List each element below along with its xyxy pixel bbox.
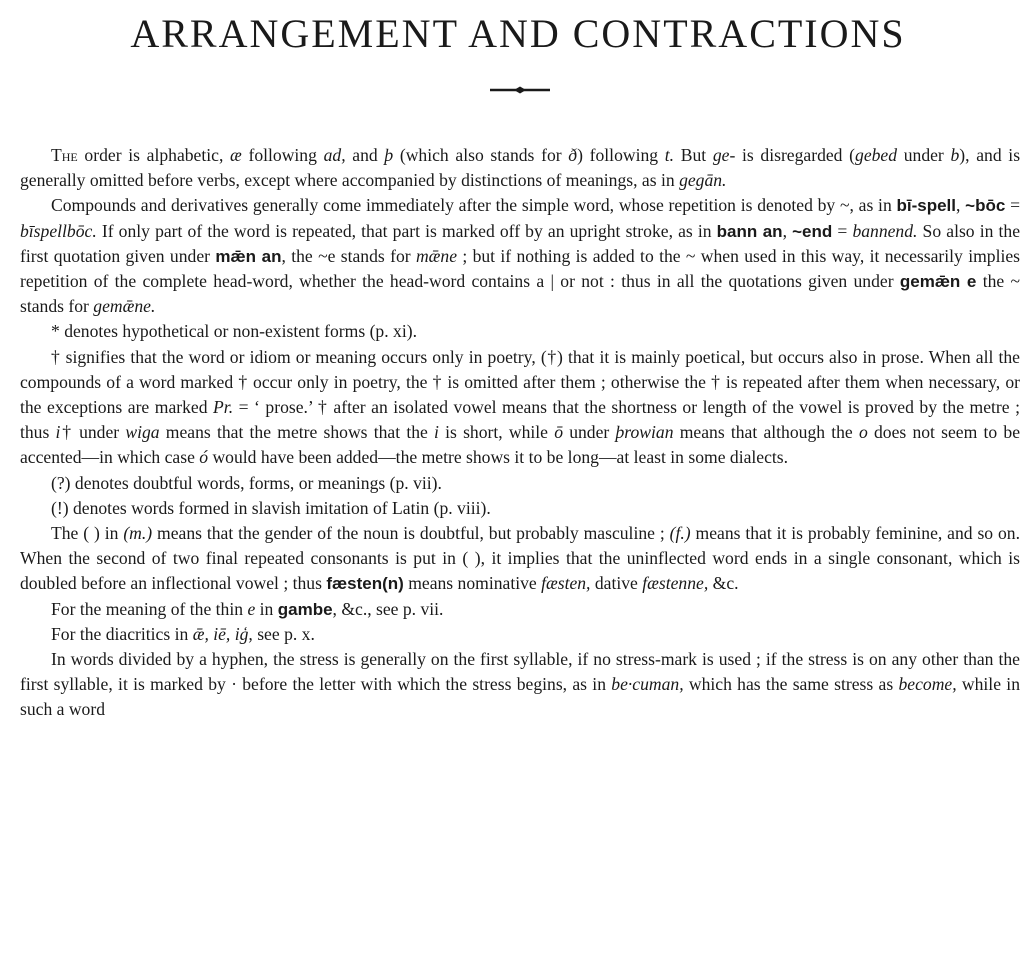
text-run: in: [255, 598, 278, 619]
paragraph: [20, 471, 1020, 496]
italic-form: ǣ, iē, iģ,: [192, 623, 253, 644]
paragraph: [20, 647, 1020, 723]
italic-form: (m.): [123, 523, 153, 544]
ornament-diamond: [514, 87, 526, 94]
text-run: , the ~e stands for: [281, 245, 416, 266]
paragraph: [20, 193, 1020, 319]
text-run: under: [562, 422, 616, 443]
text-run: ), and is generally omitted before verbs, except where accompanied by distinctions of meanings, as in: [20, 145, 1021, 191]
italic-form: Pr.: [213, 397, 234, 418]
italic-form: ge-: [712, 145, 736, 165]
text-run: ; but if nothing is added to the ~ when used in this way, it necessarily implies repetition of the complete head-word, whether the head-word contains a | or not : thus in all the quotations given under: [20, 245, 1021, 292]
text-run: dative: [590, 573, 643, 594]
page-title: ARRANGEMENT AND CONTRACTIONS: [130, 11, 906, 56]
text-run: For the meaning of the thin: [51, 598, 248, 619]
headword: bann an: [716, 221, 783, 241]
text-run: ) following: [577, 145, 665, 165]
headword: gemǣn e: [899, 272, 977, 292]
text-run: means nominative: [403, 573, 542, 594]
paragraph: [20, 622, 1020, 647]
text-run: ,: [956, 195, 966, 216]
text-run: ,: [782, 220, 793, 241]
italic-form: gemǣne.: [93, 296, 156, 317]
italic-form: wiga: [125, 422, 160, 443]
text-run: * denotes hypothetical or non-existent forms (p. xi).: [51, 321, 417, 342]
text-run: But: [674, 145, 713, 165]
text-run: Compounds and derivatives generally come immediately after the simple word, whose repetition is denoted by ~, as in: [51, 195, 897, 216]
paragraph: [20, 319, 1020, 344]
italic-form: fæstenne,: [642, 573, 709, 594]
headword: gambe: [277, 599, 333, 619]
italic-form: ō: [554, 422, 563, 443]
text-run: following: [241, 145, 324, 165]
text-run: So also in the first quotation given under: [20, 220, 1021, 266]
body-text: [20, 143, 1020, 723]
text-run: (which also stands for: [393, 145, 569, 165]
text-run: =: [832, 220, 853, 241]
text-run: the ~ stands for: [20, 271, 1021, 317]
headword: ~end: [792, 221, 833, 241]
italic-form: b: [950, 145, 960, 165]
ornament-divider: [490, 80, 550, 100]
text-run: under: [897, 145, 951, 165]
italic-form: ad,: [323, 145, 346, 165]
text-run: =: [1005, 195, 1021, 216]
text-run: † under: [60, 422, 126, 443]
paragraph: [20, 597, 1020, 622]
italic-form: mǣne: [415, 245, 457, 266]
headword: ~bōc: [965, 196, 1006, 216]
text-run: is short, while: [438, 422, 555, 443]
italic-form: become,: [898, 674, 957, 695]
text-run: † signifies that the word or idiom or meaning occurs only in poetry, (†) that it is mainly poetical, but occurs also in prose. When all the compounds of a word marked † occur only in poetry, the † is omitted after them ; otherwise the † is repeated after them when necessary, or the exceptions are marked: [20, 346, 1020, 418]
italic-form: fæsten,: [541, 573, 591, 594]
text-run: , &c., see p. vii.: [332, 598, 444, 619]
italic-form: ð: [568, 145, 578, 165]
text-run: means that the metre shows that the: [159, 422, 435, 443]
text-run: means that it is probably feminine, and so on. When the second of two final repeated consonants is put in ( ), it implies that the uninflected word ends in a single consonant, which is doubled before an inflectional vowel ; thus: [20, 523, 1020, 594]
text-run: see p. x.: [252, 623, 315, 644]
headword: bī-spell: [896, 196, 957, 216]
small-caps-text: The: [51, 145, 78, 165]
headword: mǣn an: [215, 246, 282, 266]
text-run: &c.: [708, 573, 739, 594]
text-run: The ( ) in: [51, 523, 124, 544]
italic-form: bīspellbōc.: [20, 220, 97, 241]
text-run: If only part of the word is repeated, that part is marked off by an upright stroke, as in: [96, 220, 717, 241]
italic-form: t.: [664, 145, 675, 165]
italic-form: o: [858, 422, 868, 443]
text-run: = ‘ prose.’ † after an isolated vowel means that the shortness or length of the vowel is proved by the metre ; thus: [20, 397, 1020, 443]
italic-form: e: [247, 598, 256, 619]
italic-form: i: [434, 422, 439, 443]
italic-form: (f.): [669, 523, 691, 544]
text-run: while in such a word: [20, 674, 1020, 720]
italic-form: ó: [199, 447, 209, 468]
text-run: would have been added—the metre shows it to be long—at least in some dialects.: [208, 447, 789, 468]
text-run: order is alphabetic,: [77, 145, 231, 165]
text-run: is disregarded (: [735, 145, 856, 165]
text-run: means that the gender of the noun is doubtful, but probably masculine ;: [152, 523, 670, 544]
paragraph: [20, 345, 1020, 471]
italic-form: bannend.: [852, 220, 918, 241]
text-run: (!) denotes words formed in slavish imitation of Latin (p. viii).: [51, 497, 491, 518]
text-run: means that although the: [673, 422, 859, 443]
text-run: which has the same stress as: [683, 674, 899, 695]
italic-form: i: [55, 422, 61, 443]
paragraph: [20, 521, 1020, 597]
text-run: For the diacritics in: [51, 623, 193, 644]
text-run: (?) denotes doubtful words, forms, or meanings (p. vii).: [51, 472, 442, 493]
italic-form: gegān.: [679, 170, 727, 191]
text-run: does not seem to be accented—in which case: [20, 422, 1021, 468]
paragraph: [20, 143, 1020, 193]
italic-form: be·cuman,: [611, 674, 684, 695]
text-run: In words divided by a hyphen, the stress is generally on the first syllable, if no stress-mark is used ; if the stress is on any other than the first syllable, it is marked by · before the letter with which the stress begins, as in: [20, 649, 1020, 695]
headword: fæsten(n): [326, 574, 404, 594]
text-run: and: [345, 145, 385, 165]
italic-form: þ: [384, 145, 394, 165]
paragraph: [20, 496, 1020, 521]
italic-form: þrowian: [615, 422, 674, 443]
italic-form: gebed: [855, 145, 898, 165]
italic-form: æ: [230, 145, 242, 165]
